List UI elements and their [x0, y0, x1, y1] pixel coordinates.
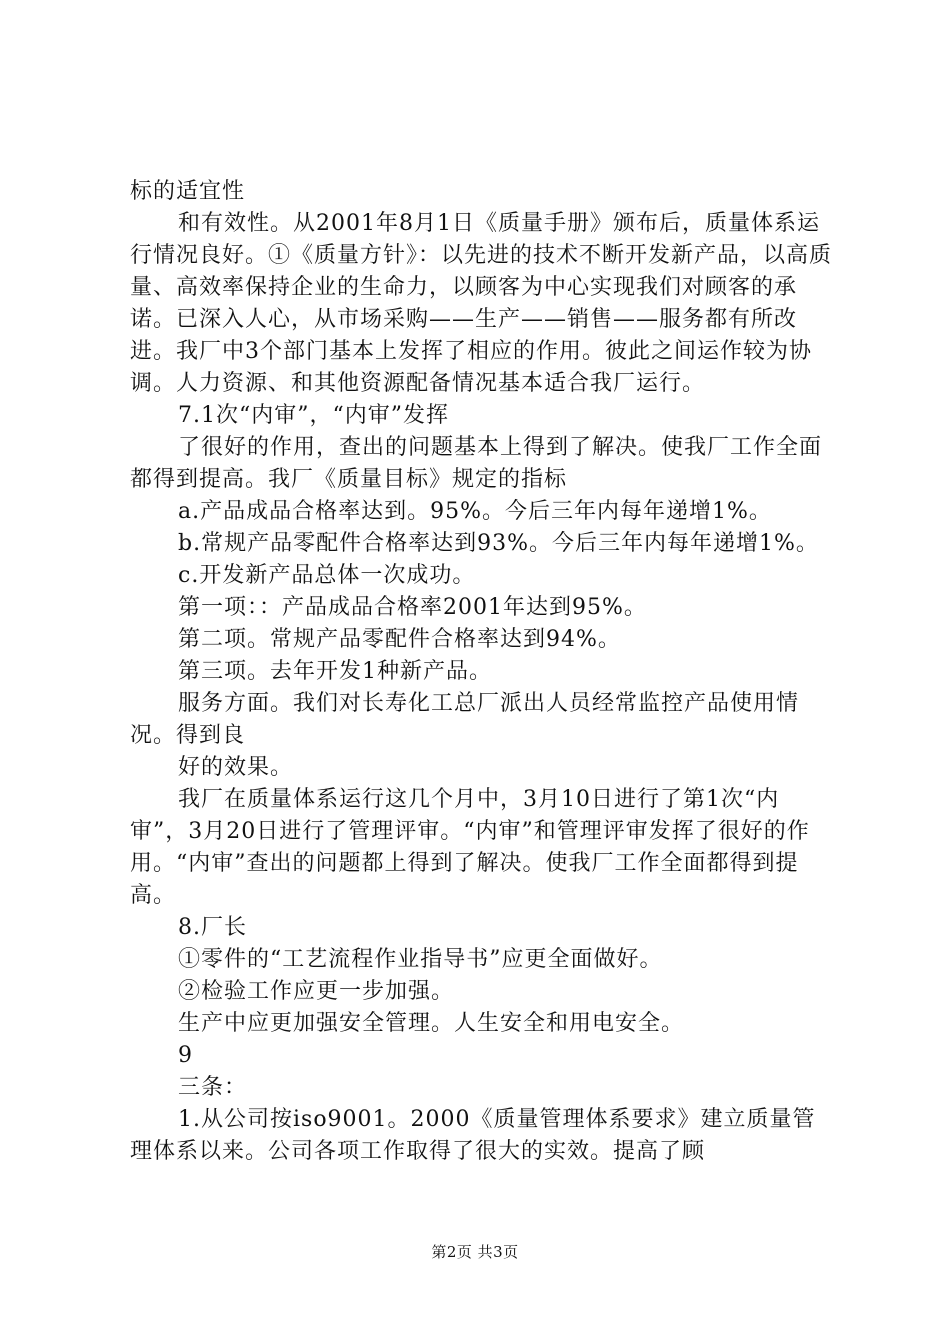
paragraph-3: 7.1次“内审”，“内审”发挥: [178, 403, 449, 428]
paragraph-20: 1.从公司按iso9001。2000《质量管理体系要求》建立质量管理体系以来。公司各项工作取得了很大的实效。提高了顾: [130, 1107, 816, 1164]
paragraph-8: 第一项：：产品成品合格率2001年达到95%。: [178, 595, 647, 620]
paragraph-13: 我厂在质量体系运行这几个月中，3月10日进行了第1次“内审”，3月20日进行了管理评审。“内审”和管理评审发挥了很好的作用。“内审”查出的问题都上得到了解决。使我厂工作全面都得到提高。: [130, 787, 810, 908]
paragraph-15: ①零件的“工艺流程作业指导书”应更全面做好。: [178, 947, 663, 972]
paragraph-1: 标的适宜性: [130, 179, 246, 204]
paragraph-9: 第二项。常规产品零配件合格率达到94%。: [178, 627, 621, 652]
paragraph-5: a.产品成品合格率达到。95%。今后三年内每年递增1%。: [178, 499, 772, 524]
paragraph-19: 三条：: [178, 1075, 248, 1100]
paragraph-11: 服务方面。我们对长寿化工总厂派出人员经常监控产品使用情况。得到良: [130, 691, 800, 748]
paragraph-12: 好的效果。: [178, 755, 294, 780]
paragraph-16: ②检验工作应更一步加强。: [178, 979, 455, 1004]
paragraph-18: 9: [178, 1043, 193, 1068]
document-body: [130, 176, 835, 1168]
paragraph-14: 8.厂长: [178, 915, 247, 940]
paragraph-7: c.开发新产品总体一次成功。: [178, 563, 476, 588]
paragraph-4: 了很好的作用，查出的问题基本上得到了解决。使我厂工作全面都得到提高。我厂《质量目标》规定的指标: [130, 435, 823, 492]
paragraph-2: 和有效性。从2001年8月1日《质量手册》颁布后，质量体系运行情况良好。①《质量方针》：以先进的技术不断开发新产品，以高质量、高效率保持企业的生命力，以顾客为中心实现我们对顾客的承诺。已深入人心，从市场采购——生产——销售——服务都有所改进。我厂中3个部门基本上发挥了相应的作用。彼此之间运作较为协调。人力资源、和其他资源配备情况基本适合我厂运行。: [130, 211, 833, 396]
paragraph-17: 生产中应更加强安全管理。人生安全和用电安全。: [178, 1011, 685, 1036]
page-footer: [0, 1242, 950, 1262]
paragraph-10: 第三项。去年开发1种新产品。: [178, 659, 492, 684]
page-number: 第2页 共3页: [431, 1243, 519, 1261]
paragraph-6: b.常规产品零配件合格率达到93%。今后三年内每年递增1%。: [178, 531, 819, 556]
